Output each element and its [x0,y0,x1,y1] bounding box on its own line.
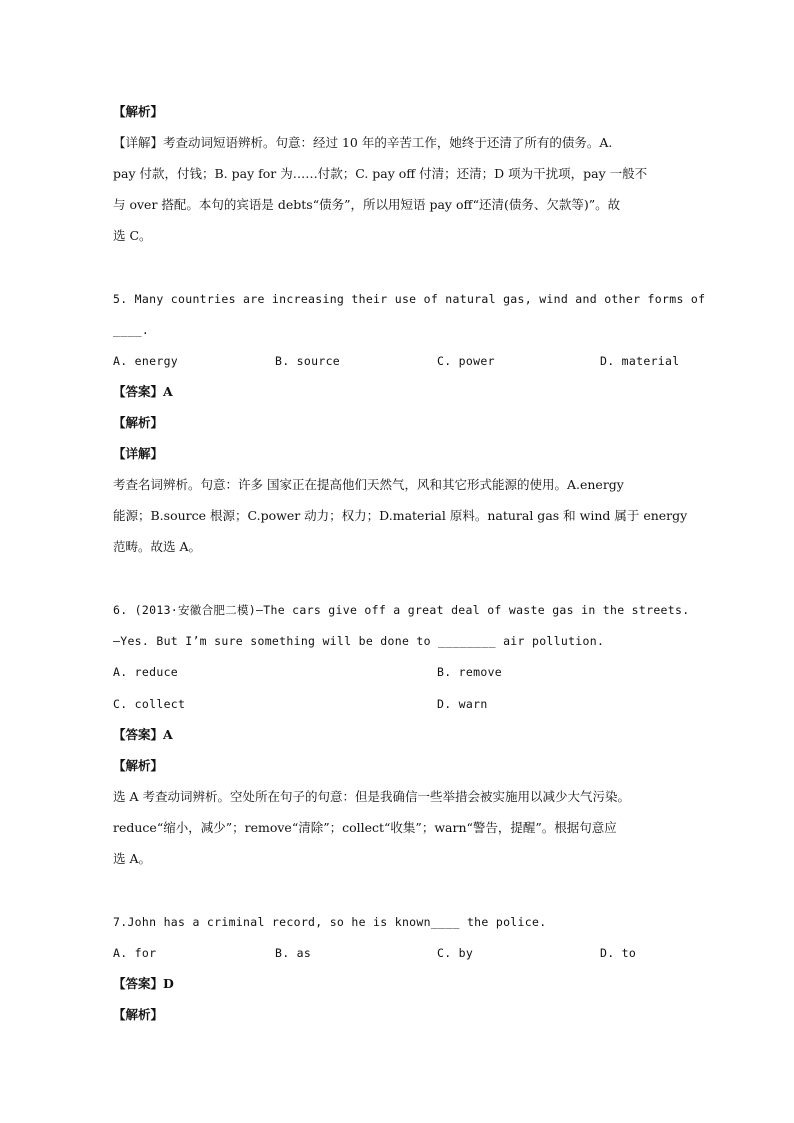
q6-stem-line-1: 6. (2013·安徽合肥二模)—The cars give off a great deal of waste gas in the streets. [113,603,690,617]
q6-option-c: C. collect [113,697,186,711]
q7-option-a: A. for [113,946,157,960]
q7-analysis-heading: 【解析】 [113,1007,164,1022]
q5-detail-heading: 【详解】 [113,446,164,461]
q5-option-d: D. material [600,354,680,368]
q4-analysis-heading: 【解析】 [113,104,164,119]
q6-explain-line-3: 选 A。 [113,851,152,866]
q7-stem: 7.John has a criminal record, so he is known____ the police. [113,915,547,929]
q5-explain-line-3: 范畴。故选 A。 [113,539,202,554]
q7-option-c: C. by [437,946,474,960]
document-page [113,0,706,1123]
q5-option-a: A. energy [113,354,179,368]
q6-option-d: D. warn [437,697,488,711]
q5-stem-line-1: 5. Many countries are increasing their use of natural gas, wind and other forms of [113,292,706,306]
q6-answer: 【答案】A [113,727,173,742]
q4-detail-line-1: 【详解】考查动词短语辨析。句意：经过 10 年的辛苦工作，她终于还清了所有的债务。A. [113,135,613,150]
q4-detail-line-2: pay 付款，付钱；B. pay for 为……付款；C. pay off 付清；还清；D 项为干扰项，pay 一般不 [113,166,648,181]
q5-explain-line-1: 考查名词辨析。句意：许多 国家正在提高他们天然气，风和其它形式能源的使用。A.energy [113,477,624,492]
q6-analysis-heading: 【解析】 [113,758,164,773]
q7-option-d: D. to [600,946,637,960]
q5-explain-line-2: 能源；B.source 根源；C.power 动力；权力；D.material 原料。natural gas 和 wind 属于 energy [113,508,688,523]
q7-answer: 【答案】D [113,976,174,991]
q6-option-b: B. remove [437,665,503,679]
q4-detail-line-3: 与 over 搭配。本句的宾语是 debts“债务”，所以用短语 pay off“还清(债务、欠款等)”。故 [113,197,621,212]
q6-stem-line-2: —Yes. But I’m sure something will be done to ________ air pollution. [113,634,605,648]
q5-answer: 【答案】A [113,384,173,399]
q7-option-b: B. as [275,946,312,960]
q6-explain-line-1: 选 A 考查动词辨析。空处所在句子的句意：但是我确信一些举措会被实施用以减少大气污染。 [113,789,630,804]
q6-explain-line-2: reduce“缩小，减少”；remove“清除”；collect“收集”；warn“警告，提醒”。根据句意应 [113,820,617,835]
q5-stem-line-2: ____. [113,323,150,337]
q5-option-c: C. power [437,354,495,368]
q4-detail-line-4: 选 C。 [113,228,152,243]
q5-option-b: B. source [275,354,341,368]
q6-option-a: A. reduce [113,665,179,679]
q5-analysis-heading: 【解析】 [113,415,164,430]
